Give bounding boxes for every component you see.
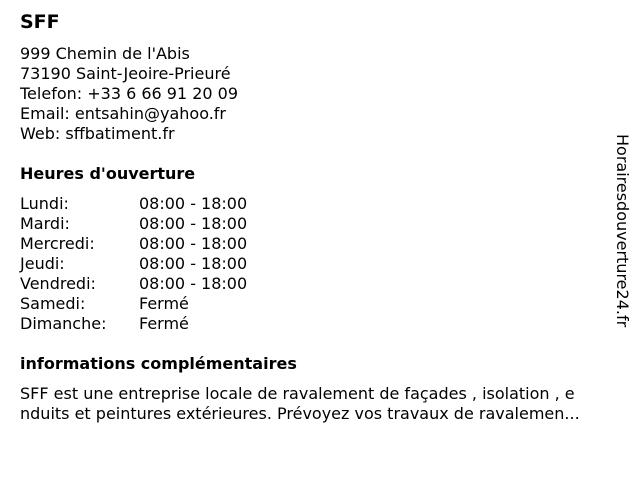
hours-row-saturday — [20, 294, 247, 314]
address-city: 73190 Saint-Jeoire-Prieuré — [20, 64, 231, 83]
hours-row-thursday — [20, 254, 247, 274]
email-text: Email: entsahin@yahoo.fr — [20, 104, 226, 123]
hours-row-tuesday — [20, 214, 247, 234]
hours-row-wednesday — [20, 234, 247, 254]
day-hours: 08:00 - 18:00 — [139, 234, 248, 253]
address-street: 999 Chemin de l'Abis — [20, 44, 190, 63]
phone-text: Telefon: +33 6 66 91 20 09 — [20, 84, 239, 103]
additional-info-text — [20, 384, 632, 424]
day-label: Dimanche: — [20, 314, 107, 333]
day-label: Samedi: — [20, 294, 86, 313]
day-hours: 08:00 - 18:00 — [139, 194, 248, 213]
day-label: Mercredi: — [20, 234, 95, 253]
day-hours: Fermé — [139, 294, 189, 313]
website-text: Web: sffbatiment.fr — [20, 124, 175, 143]
hours-row-monday — [20, 194, 247, 214]
contact-block — [20, 44, 238, 144]
day-label: Vendredi: — [20, 274, 96, 293]
opening-hours-heading: Heures d'ouverture — [20, 164, 196, 183]
day-hours: Fermé — [139, 314, 189, 333]
day-label: Lundi: — [20, 194, 69, 213]
day-label: Jeudi: — [20, 254, 65, 273]
day-hours: 08:00 - 18:00 — [139, 254, 248, 273]
additional-info-heading: informations complémentaires — [20, 354, 297, 373]
business-name: SFF — [20, 11, 60, 33]
day-hours: 08:00 - 18:00 — [139, 214, 248, 233]
day-hours: 08:00 - 18:00 — [139, 274, 248, 293]
hours-row-friday — [20, 274, 247, 294]
site-watermark: Horairesdouverture24.fr — [613, 134, 632, 328]
info-line: nduits et peintures extérieures. Prévoyez vos travaux de ravalemen... — [20, 404, 580, 423]
day-label: Mardi: — [20, 214, 70, 233]
info-line: SFF est une entreprise locale de ravalement de façades , isolation , e — [20, 384, 575, 403]
hours-row-sunday — [20, 314, 247, 334]
opening-hours-table — [20, 194, 247, 334]
